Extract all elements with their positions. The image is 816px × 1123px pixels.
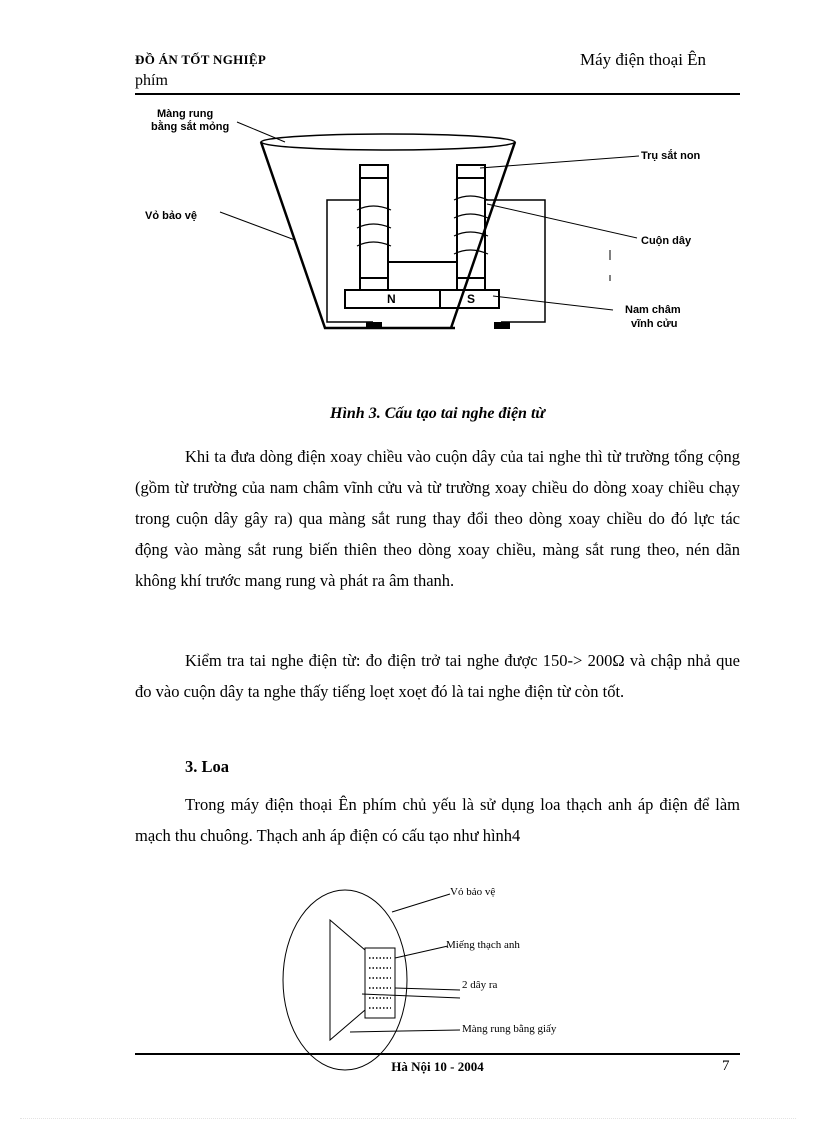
header-right: Máy điện thoại Ên — [580, 50, 707, 69]
section-heading: 3. Loa — [185, 757, 230, 776]
housing-label: Vỏ bảo vệ — [145, 210, 197, 222]
magnet-label-2: vĩnh cửu — [631, 318, 678, 330]
wires-label: 2 dây ra — [462, 979, 498, 991]
speaker-housing-shape — [283, 890, 407, 1070]
pole-n-label: N — [387, 292, 396, 306]
header-rule — [135, 93, 740, 95]
paragraph-2: Kiểm tra tai nghe điện từ: đo điện trở tai nghe được 150-> 200Ω và chập nhả que đo vào cuộn dây ta nghe thấy tiếng loẹt xoẹt đó là tai nghe điện từ còn tốt. — [135, 651, 740, 701]
header-left-continued: phím — [135, 72, 168, 89]
coil-label: Cuộn dây — [641, 235, 692, 247]
paragraph-3: Trong máy điện thoại Ên phím chủ yếu là sử dụng loa thạch anh áp điện để làm mạch thu chuông. Thạch anh áp điện có cấu tạo như hình4 — [135, 795, 740, 845]
speaker-diagram — [270, 870, 610, 1075]
membrane-shape — [261, 134, 515, 150]
core-label: Trụ sắt non — [641, 150, 701, 162]
footer-rule — [135, 1053, 740, 1055]
left-core — [360, 165, 388, 290]
earphone-diagram — [135, 100, 740, 350]
membrane-label-2: bằng sắt mỏng — [151, 121, 230, 133]
crystal-label: Miếng thạch anh — [446, 939, 520, 951]
speaker-housing-label: Vỏ bảo vệ — [450, 886, 496, 898]
footer-date: Hà Nội 10 - 2004 — [391, 1059, 484, 1074]
membrane-label-1: Màng rung — [157, 108, 214, 120]
paragraph-1: Khi ta đưa dòng điện xoay chiều vào cuộn dây của tai nghe thì từ trường tổng cộng (gồm từ trường của nam châm vĩnh cửu và từ trường xoay chiều do dòng xoay chiều chạy trong cuộn dây gây ra) qua màng sắt rung thay đổi theo dòng xoay chiều do đó lực tác động vào màng sắt rung biến thiên theo dòng xoay chiều, màng sắt rung theo, nén dãn không khí trước mang rung và phát ra âm thanh. — [135, 447, 740, 590]
page-number: 7 — [722, 1058, 730, 1074]
figure-3-caption: Hình 3. Cấu tạo tai nghe điện từ — [330, 405, 545, 422]
pole-s-label: S — [467, 292, 476, 306]
page-edge — [20, 1118, 796, 1119]
magnet-label-1: Nam châm — [625, 304, 681, 316]
header-left: ĐỒ ÁN TỐT NGHIỆP — [135, 52, 267, 67]
paper-membrane-label: Màng rung bằng giấy — [462, 1023, 557, 1035]
magnet — [345, 290, 499, 308]
